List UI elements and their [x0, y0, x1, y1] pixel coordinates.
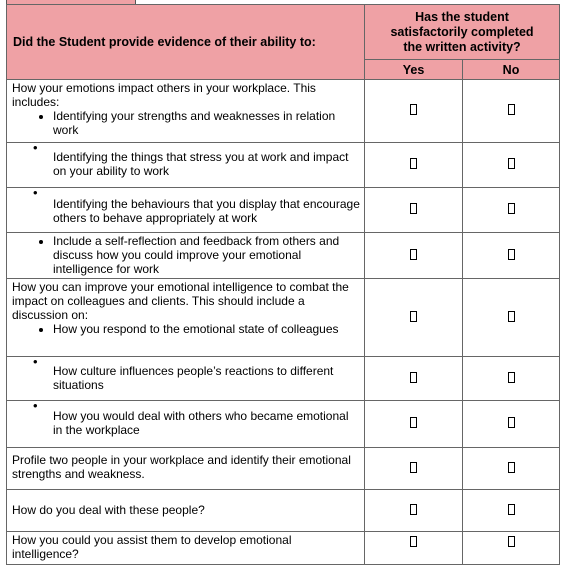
question-text: How do you deal with these people?: [7, 490, 365, 532]
checkbox-no[interactable]: [508, 462, 515, 473]
table-row: [7, 143, 560, 188]
checkbox-yes[interactable]: [410, 462, 417, 473]
question-text: How you could you assist them to develop emotional intelligence?: [7, 532, 365, 565]
checkbox-yes[interactable]: [410, 311, 417, 322]
question-bullet: • Identifying your strengths and weaknesses in relation work: [53, 109, 361, 137]
question-bullet: Identifying the behaviours that you display that encourage others to behave appropriately at work: [53, 197, 360, 225]
table-row: [7, 448, 560, 490]
question-intro: How you can improve your emotional intelligence to combat the impact on colleagues and clients. This should include a discussion on:: [12, 280, 349, 322]
question-bullet: • Include a self-reflection and feedback from others and discuss how you could improve your emotional intelligence for work: [53, 234, 361, 276]
checkbox-no[interactable]: [508, 372, 515, 383]
bullet-dot: •: [33, 140, 38, 155]
table-row: [7, 401, 560, 448]
checkbox-yes[interactable]: [410, 417, 417, 428]
checkbox-no[interactable]: [508, 504, 515, 515]
assessment-checklist-table: [6, 4, 560, 565]
checkbox-no[interactable]: [508, 417, 515, 428]
bullet-dot: •: [33, 185, 38, 200]
question-bullet: • How you respond to the emotional state of colleagues: [53, 322, 361, 336]
checkbox-yes[interactable]: [410, 158, 417, 169]
checkbox-yes[interactable]: [410, 203, 417, 214]
header-question-label: Did the Student provide evidence of their ability to:: [7, 5, 365, 80]
question-bullet: How culture influences people’s reactions to different situations: [53, 364, 334, 392]
checkbox-no[interactable]: [508, 203, 515, 214]
header-completion-label: Has the student satisfactorily completed the written activity?: [365, 5, 560, 60]
bullet-list: [12, 109, 361, 137]
table-row: [7, 80, 560, 143]
bullet-list: [12, 234, 361, 276]
question-text: Profile two people in your workplace and identify their emotional strengths and weakness.: [7, 448, 365, 490]
checkbox-no[interactable]: [508, 536, 515, 547]
table-row: [7, 233, 560, 279]
header-no: No: [463, 60, 560, 80]
checkbox-no[interactable]: [508, 311, 515, 322]
bullet-dot: •: [33, 354, 38, 369]
checkbox-no[interactable]: [508, 104, 515, 115]
bullet-dot: •: [33, 398, 38, 413]
checkbox-yes[interactable]: [410, 249, 417, 260]
checkbox-yes[interactable]: [410, 372, 417, 383]
checkbox-yes[interactable]: [410, 504, 417, 515]
question-intro: How your emotions impact others in your workplace. This includes:: [12, 81, 316, 109]
question-bullet: How you would deal with others who became emotional in the workplace: [53, 409, 349, 437]
question-bullet: Identifying the things that stress you at work and impact on your ability to work: [53, 150, 349, 178]
table-row: [7, 532, 560, 565]
checkbox-yes[interactable]: [410, 536, 417, 547]
table-row: [7, 279, 560, 357]
checkbox-yes[interactable]: [410, 104, 417, 115]
table-row: [7, 490, 560, 532]
table-row: [7, 357, 560, 401]
checkbox-no[interactable]: [508, 249, 515, 260]
checkbox-no[interactable]: [508, 158, 515, 169]
bullet-list: [12, 322, 361, 336]
header-yes: Yes: [365, 60, 463, 80]
table-row: [7, 188, 560, 233]
